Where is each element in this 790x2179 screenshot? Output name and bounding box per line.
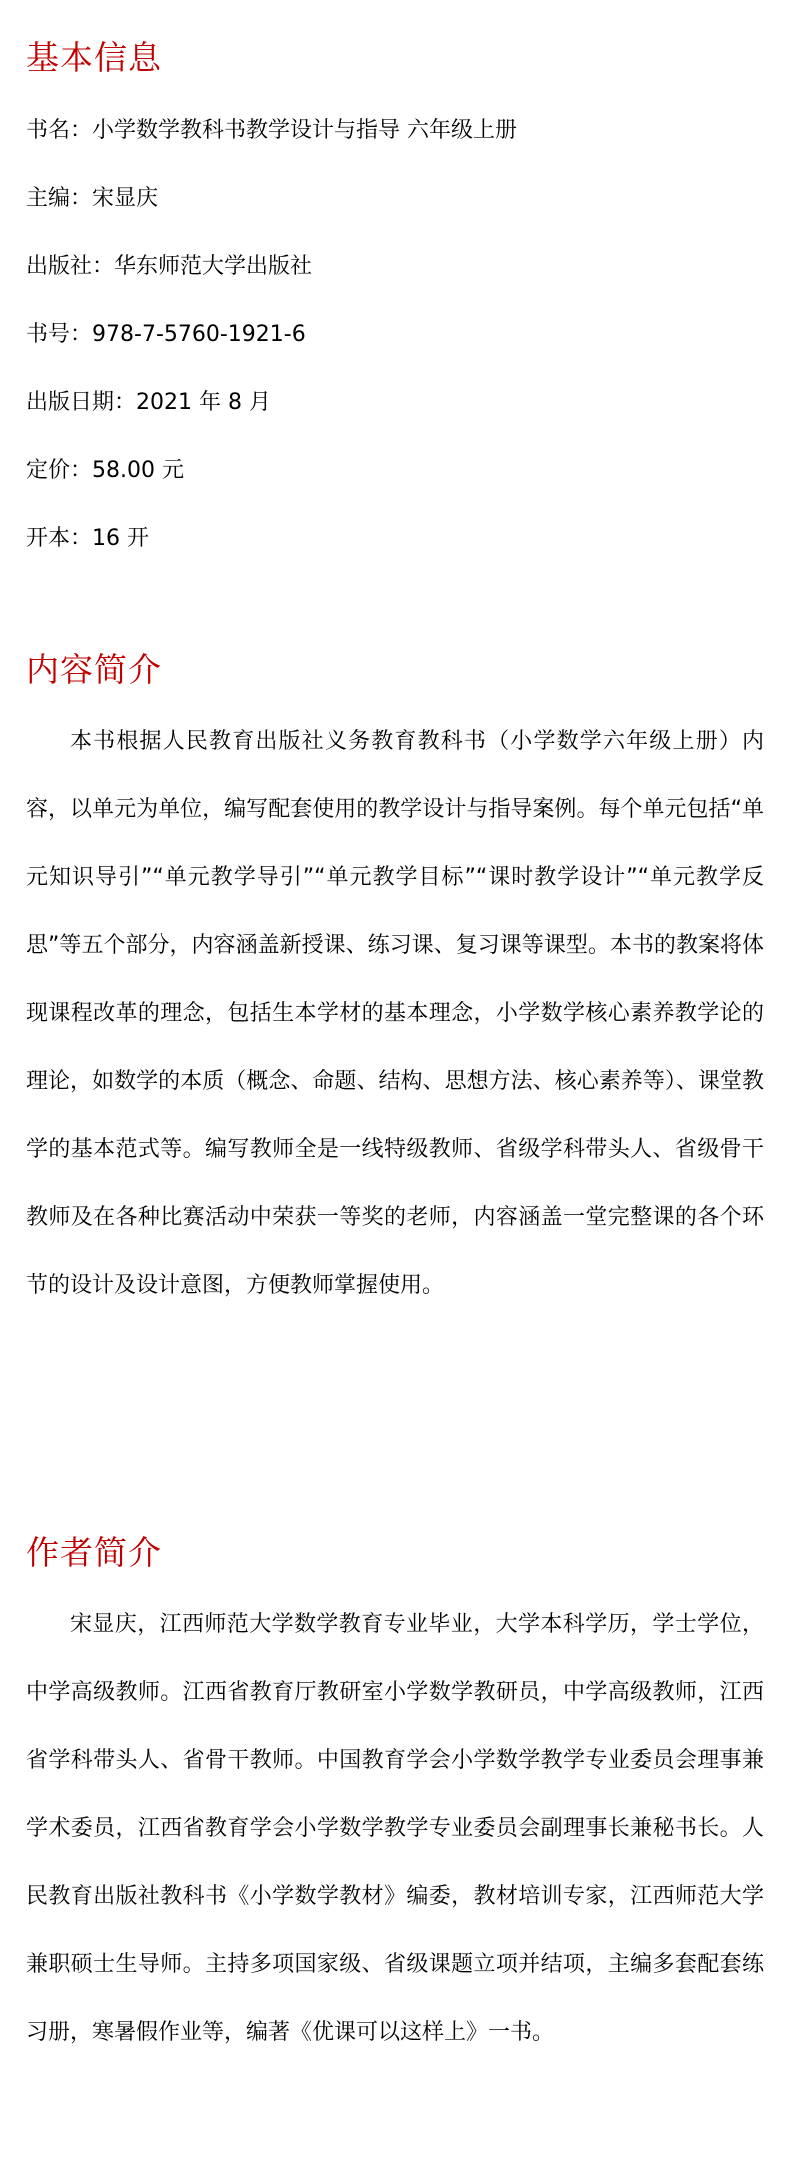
price-row — [26, 456, 764, 486]
author-paragraph: 宋显庆，江西师范大学数学教育专业毕业，大学本科学历，学士学位，中学高级教师。江西省教育厅教研室小学数学教研员，中学高级教师，江西省学科带头人、省骨干教师。中国教育学会小学数学教学专业委员会理事兼学术委员，江西省教育学会小学数学教学专业委员会副理事长兼秘书长。人民教育出版社教科书《小学数学教材》编委，教材培训专家，江西师范大学兼职硕士生导师。主持多项国家级、省级课题立项并结项，主编多套配套练习册，寒暑假作业等，编著《优课可以这样上》一书。 — [26, 1612, 764, 2045]
isbn-label: 书号： — [26, 322, 93, 347]
price-label: 定价： — [26, 458, 93, 483]
publisher-value: 华东师范大学出版社 — [114, 254, 313, 279]
book-title-value: 小学数学教科书教学设计与指导 六年级上册 — [92, 118, 518, 143]
editor-label: 主编： — [26, 186, 93, 211]
book-title-row — [26, 116, 764, 146]
publish-date-value: 2021 年 8 月 — [136, 390, 271, 415]
author-heading: 作者简介 — [26, 1533, 162, 1572]
summary-section — [26, 650, 764, 1320]
format-label: 开本： — [26, 526, 93, 551]
basic-info-section — [26, 38, 764, 554]
summary-paragraph: 本书根据人民教育出版社义务教育教科书（小学数学六年级上册）内容，以单元为单位，编写配套使用的教学设计与指导案例。每个单元包括“单元知识导引”“单元教学导引”“单元教学目标”“课时教学设计”“单元教学反思”等五个部分，内容涵盖新授课、练习课、复习课等课型。本书的教案将体现课程改革的理念，包括生本学材的基本理念，小学数学核心素养教学论的理论，如数学的本质（概念、命题、结构、思想方法、核心素养等）、课堂教学的基本范式等。编写教师全是一线特级教师、省级学科带头人、省级骨干教师及在各种比赛活动中荣获一等奖的老师，内容涵盖一堂完整课的各个环节的设计及设计意图，方便教师掌握使用。 — [26, 729, 764, 1298]
basic-info-list — [26, 116, 764, 554]
book-title-label: 书名： — [26, 118, 93, 143]
price-value: 58.00 元 — [92, 458, 184, 483]
summary-heading: 内容简介 — [26, 650, 162, 689]
isbn-value: 978-7-5760-1921-6 — [92, 322, 306, 347]
publisher-label: 出版社： — [26, 254, 115, 279]
editor-value: 宋显庆 — [92, 186, 159, 211]
editor-row — [26, 184, 764, 214]
format-value: 16 开 — [92, 526, 150, 551]
publish-date-row — [26, 388, 764, 418]
basic-info-heading: 基本信息 — [26, 38, 162, 77]
author-section — [26, 1533, 764, 2067]
publisher-row — [26, 252, 764, 282]
isbn-row — [26, 320, 764, 350]
publish-date-label: 出版日期： — [26, 390, 137, 415]
format-row — [26, 524, 764, 554]
